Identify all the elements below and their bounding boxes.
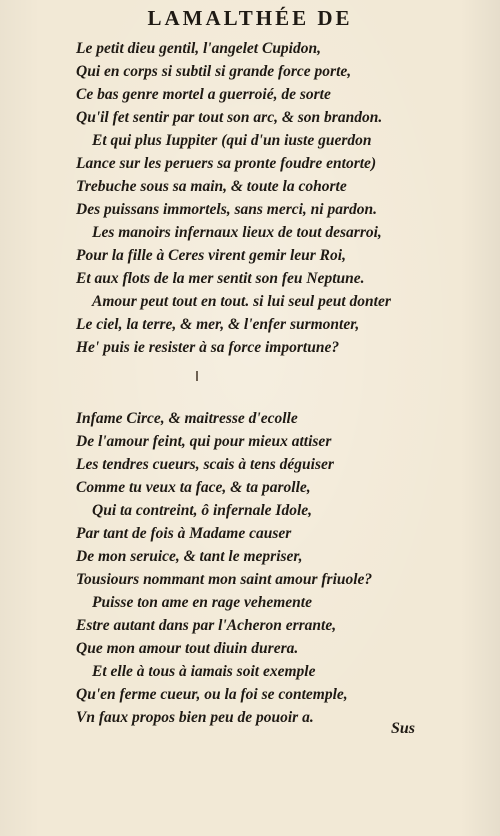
verse-line: Les manoirs infernaux lieux de tout desarroi, — [92, 224, 382, 241]
verse-line: Vn faux propos bien peu de pouoir a. — [76, 709, 314, 726]
verse-line: Les tendres cueurs, scais à tens déguiser — [76, 456, 334, 473]
verse-line: Qui ta contreint, ô infernale Idole, — [92, 502, 313, 519]
verse-line: Tousiours nommant mon saint amour friuole? — [76, 571, 373, 588]
verse-line: Et qui plus Iuppiter (qui d'un iuste guerdon — [92, 132, 372, 149]
verse-line: Pour la fille à Ceres virent gemir leur Roi, — [76, 247, 346, 264]
verse-line: Estre autant dans par l'Acheron errante, — [76, 617, 337, 634]
verse-line: Par tant de fois à Madame causer — [76, 525, 292, 542]
running-head: LAMALTHÉE DE — [147, 6, 353, 30]
verse-line: Ce bas genre mortel a guerroié, de sorte — [76, 86, 331, 103]
verse-line: Puisse ton ame en rage vehemente — [92, 594, 312, 611]
verse-line: Amour peut tout en tout. si lui seul peut donter — [92, 293, 391, 310]
verse-line: Infame Circe, & maitresse d'ecolle — [76, 410, 298, 427]
verse-line: De l'amour feint, qui pour mieux attiser — [76, 433, 332, 450]
verse-line: Comme tu veux ta face, & ta parolle, — [76, 479, 311, 496]
verse-line: Des puissans immortels, sans merci, ni pardon. — [76, 201, 378, 218]
verse-line: Qu'en ferme cueur, ou la foi se contemple, — [76, 686, 348, 703]
verse-line: Le ciel, la terre, & mer, & l'enfer surmonter, — [76, 316, 360, 333]
verse-line: Que mon amour tout diuin durera. — [76, 640, 299, 657]
verse-line: He' puis ie resister à sa force importune? — [76, 339, 340, 356]
verse-line: Qu'il fet sentir par tout son arc, & son brandon. — [76, 109, 383, 126]
verse-line: Et aux flots de la mer sentit son feu Neptune. — [76, 270, 365, 287]
verse-line: Lance sur les peruers sa pronte foudre entorte) — [76, 155, 377, 172]
verse-line: Et elle à tous à iamais soit exemple — [92, 663, 316, 680]
verse-line: Le petit dieu gentil, l'angelet Cupidon, — [76, 40, 321, 57]
ink-mark — [196, 371, 198, 381]
verse-line: Trebuche sous sa main, & toute la cohorte — [76, 178, 347, 195]
catchword: Sus — [390, 720, 415, 737]
verse-line: Qui en corps si subtil si grande force porte, — [76, 63, 352, 80]
verse-line: De mon seruice, & tant le mepriser, — [76, 548, 303, 565]
